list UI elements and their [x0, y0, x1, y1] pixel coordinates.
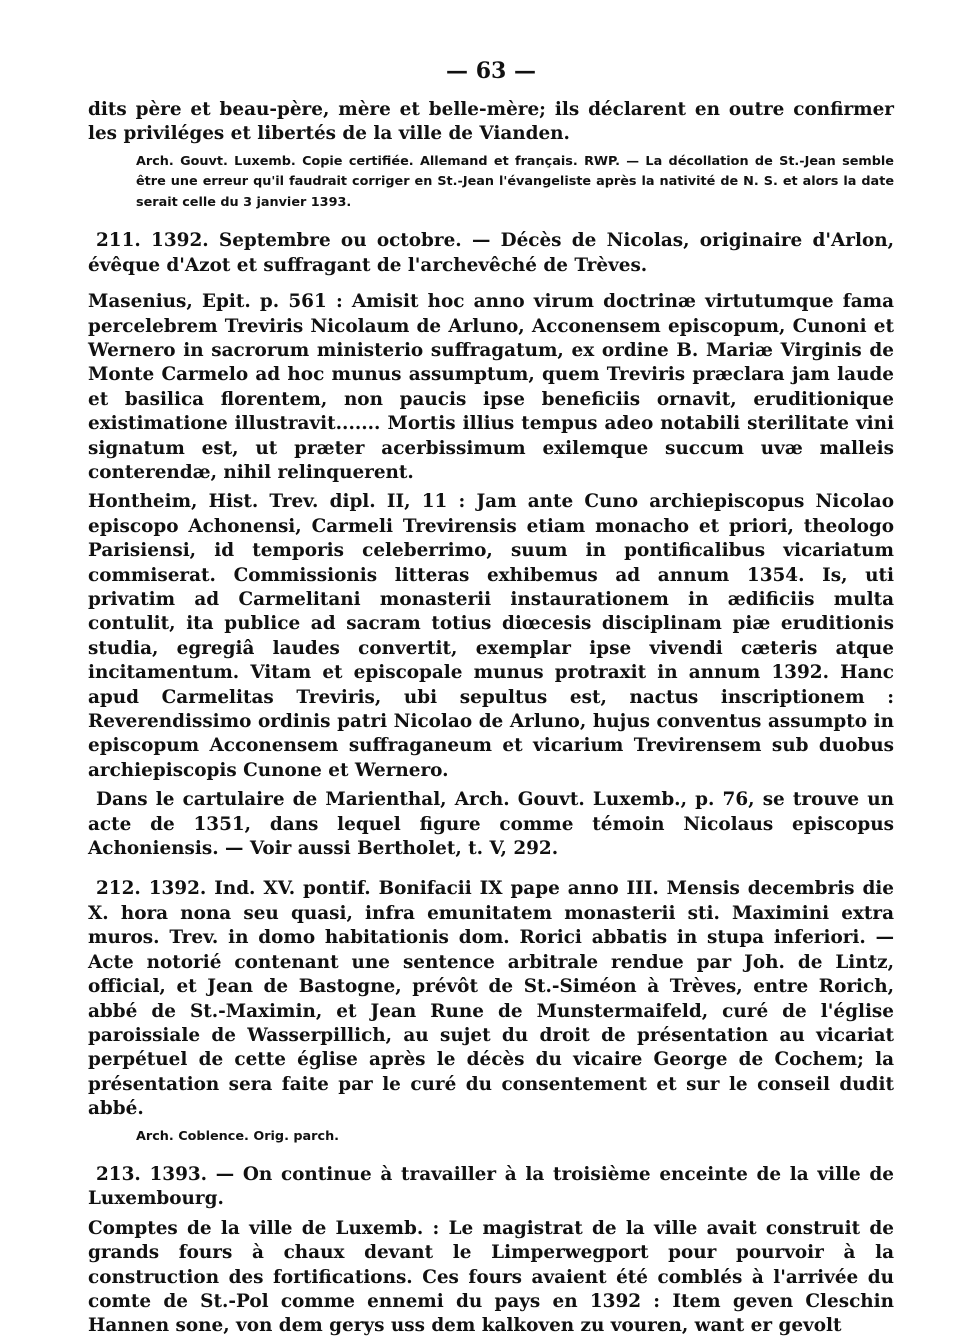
- quotation-comptes: Comptes de la ville de Luxemb. : Le magistrat de la ville avait construit de grands fours à chaux devant le Limperwegport pour pourvoir à la construction des fortifications. Ces fours avaient été comblés à l'arrivée du comte de St.-Pol comme ennemi du pays en 1392 : Item geven Cleschin Hannen sone, von dem gerys uss dem kalkoven zu vouren, want er gevolt: [88, 1217, 894, 1337]
- document-page: [88, 58, 894, 1339]
- page-number: — 63 —: [446, 58, 536, 84]
- quotation-masenius: Masenius, Epit. p. 561 : Amisit hoc anno virum doctrinæ virtutumque fama percelebrem Treviris Nicolaum de Arluno, Acconensem episcopum, Cunoni et Wernero in sacrorum ministerio suffragatum, ex ordine B. Mariæ Virginis de Monte Carmelo ad hoc munus assumptum, quem Treviris præclara jam laude et basilica florentem, non paucis ipse beneficiis ornavit, eruditionique existimatione illustravit....... Mortis illius tempus adeo notabili sterilitate vini signatum est, ut præter acerbissimum exilemque succum uvæ malleis conterendæ, nihil relinquerent.: [88, 291, 894, 483]
- paragraph-marienthal: Dans le cartulaire de Marienthal, Arch. Gouvt. Luxemb., p. 76, se trouve un acte de 1351, dans lequel figure comme témoin Nicolaus episcopus Achoniensis. — Voir aussi Bertholet, t. V, 292.: [88, 789, 894, 860]
- paragraph-continuation: dits père et beau-père, mère et belle-mère; ils déclarent en outre confirmer les priviléges et libertés de la ville de Vianden.: [88, 99, 894, 145]
- entry-213-heading: 213. 1393. — On continue à travailler à la troisième enceinte de la ville de Luxembourg.: [88, 1164, 894, 1210]
- entry-211-heading: 211. 1392. Septembre ou octobre. — Décès de Nicolas, originaire d'Arlon, évêque d'Azot et suffragant de l'archevêché de Trèves.: [88, 230, 894, 276]
- quotation-hontheim: Hontheim, Hist. Trev. dipl. II, 11 : Jam ante Cuno archiepiscopus Nicolao episcopo Achonensi, Carmeli Trevirensis etiam monacho et priori, theologo Parisiensi, id temporis celeberrimo, suum in pontificalibus vicariatum commiserat. Commissionis litteras exhibemus ad annum 1354. Is, uti privatim ad Carmelitani monasterii instaurationem in ædificiis multa contulit, ita publice ad sacram totius diœcesis disciplinam piæ eruditionis studia, egregiâ laudes convertit, exemplar ipse vivendi cæteris atque incitamentum. Vitam et episcopale munus protraxit in annum 1392. Hanc apud Carmelitas Treviris, ubi sepultus est, nactus inscriptionem : Reverendissimo ordinis patri Nicolao de Arluno, hujus conventus assumpto in episcopum Acconensem suffraganeum et vicarium Trevirensem sub duobus archiepiscopis Cunone et Wernero.: [88, 491, 894, 781]
- entry-212: 212. 1392. Ind. XV. pontif. Bonifacii IX pape anno III. Mensis decembris die X. hora nona seu quasi, infra emunitatem monasterii sti. Maximini extra muros. Trev. in domo habitationis dom. Rorici abbatis in stupa inferiori. — Acte notorié contenant une sentence arbitrale rendue par Joh. de Lintz, official, et Jean de Bastogne, prévôt de St.-Siméon à Trèves, entre Rorich, abbé de St.-Maximin, et Jean Rune de Munstermaifeld, curé de l'église paroissiale de Wasserpillich, au sujet du droit de présentation au vicariat perpétuel de cette église après le décès du vicaire George de Cochem; la présentation sera faite par le curé du consentement et sur le conseil dudit abbé.: [88, 878, 894, 1120]
- archive-note: Arch. Coblence. Orig. parch.: [136, 1128, 340, 1144]
- source-note: Arch. Gouvt. Luxemb. Copie certifiée. Allemand et français. RWP. — La décollation de St.-Jean semble être une erreur qu'il faudrait corriger en St.-Jean l'évangeliste après la nativité de N. S. et alors la date serait celle du 3 janvier 1393.: [136, 153, 894, 210]
